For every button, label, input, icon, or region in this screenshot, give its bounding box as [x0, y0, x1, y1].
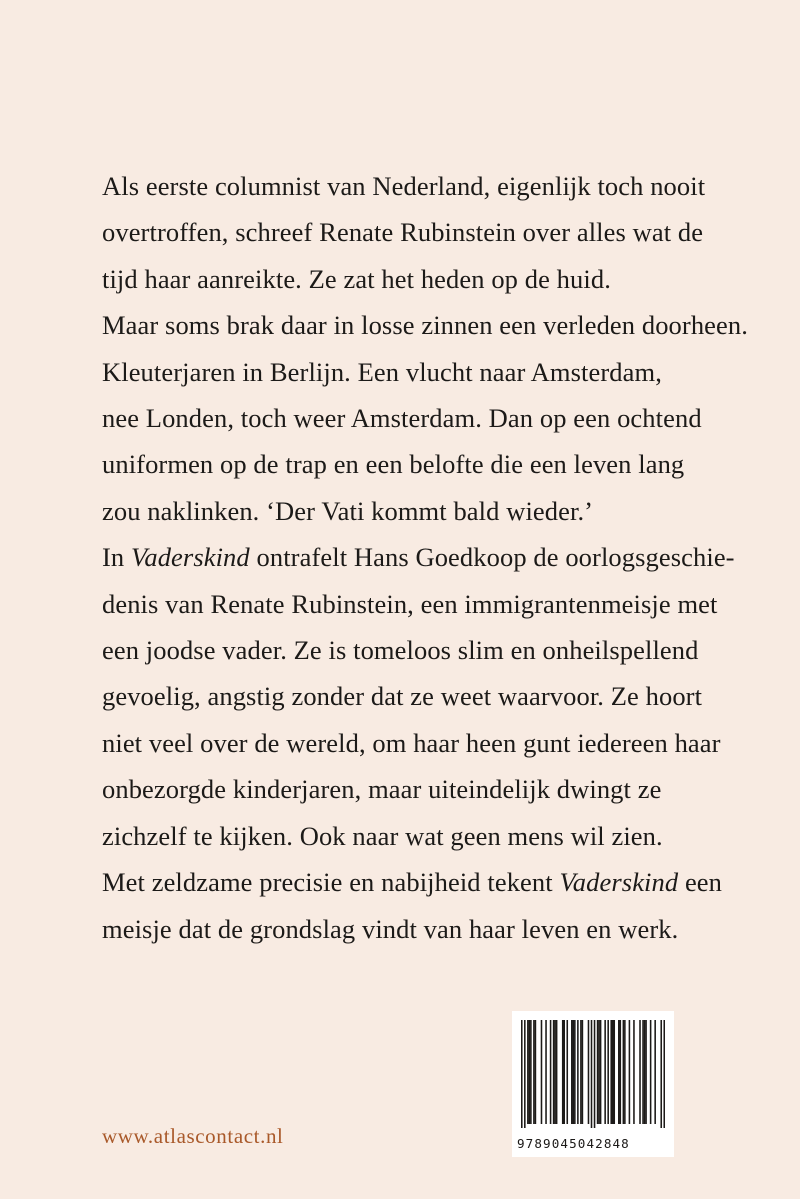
blurb-line: [102, 441, 742, 487]
blurb-line: [102, 627, 742, 673]
barcode-bar: [645, 1020, 647, 1124]
blurb-text: denis van Renate Rubinstein, een immigrantenmeisje met: [102, 588, 718, 619]
barcode-bar: [607, 1020, 609, 1124]
barcode-bar: [600, 1020, 602, 1124]
back-cover-blurb: [102, 163, 748, 952]
barcode-bar: [588, 1020, 590, 1124]
blurb-line: [102, 859, 742, 905]
blurb-text: uniformen op de trap en een belofte die een leven lang: [102, 449, 685, 480]
blurb-text: tijd haar aanreikte. Ze zat het heden op de huid.: [102, 263, 611, 294]
barcode-bar: [550, 1020, 552, 1124]
barcode-bar: [573, 1020, 575, 1124]
blurb-text: Maar soms brak daar in losse zinnen een verleden doorheen.: [102, 310, 748, 341]
barcode-bar: [554, 1020, 556, 1124]
barcode-bar: [620, 1020, 622, 1124]
barcode-bar: [629, 1020, 631, 1124]
publisher-website[interactable]: www.atlascontact.nl: [102, 1124, 284, 1148]
blurb-text: ontrafelt Hans Goedkoop de oorlogsgeschie-: [249, 542, 735, 573]
blurb-line: [102, 488, 742, 534]
barcode-bar: [530, 1020, 532, 1124]
book-title-italic: Vaderskind: [131, 542, 250, 573]
blurb-text: onbezorgde kinderjaren, maar uiteindelijk dwingt ze: [102, 774, 662, 805]
blurb-line: [102, 349, 742, 395]
blurb-text: gevoelig, angstig zonder dat ze weet waarvoor. Ze hoort: [102, 681, 703, 712]
blurb-text: Kleuterjaren in Berlijn. Een vlucht naar Amsterdam,: [102, 356, 662, 387]
isbn-number: 9789045042848: [517, 1136, 630, 1151]
blurb-line: [102, 720, 742, 766]
blurb-line: [102, 302, 748, 348]
blurb-line: [102, 395, 742, 441]
blurb-text: zichzelf te kijken. Ook naar wat geen mens wil zien.: [102, 820, 663, 851]
blurb-line: [102, 256, 742, 302]
barcode-bar: [612, 1020, 614, 1124]
barcode-bar: [663, 1020, 665, 1128]
barcode-bar: [580, 1020, 582, 1124]
barcode-bar: [529, 1020, 531, 1124]
barcode-bar: [623, 1020, 625, 1124]
barcode-bar: [618, 1020, 620, 1124]
barcode-bar: [553, 1020, 555, 1124]
isbn-barcode: [512, 1011, 674, 1157]
blurb-text: In: [102, 542, 131, 573]
barcode-bar: [521, 1020, 523, 1128]
barcode-bar: [571, 1020, 573, 1124]
barcode-bar: [524, 1020, 526, 1128]
book-title-italic: Vaderskind: [559, 867, 679, 898]
blurb-text: overtroffen, schreef Renate Rubinstein over alles wat de: [102, 217, 704, 248]
blurb-line: [102, 766, 742, 812]
barcode-bar: [604, 1020, 606, 1124]
barcode-bar: [654, 1020, 656, 1124]
barcode-bar: [594, 1020, 596, 1128]
barcode-bar: [563, 1020, 565, 1124]
barcode-bar: [541, 1020, 543, 1124]
blurb-line: [102, 163, 742, 209]
barcode-bar: [660, 1020, 662, 1128]
barcode-bar: [639, 1020, 641, 1124]
barcode-bar: [562, 1020, 564, 1124]
barcode-bar: [644, 1020, 646, 1124]
blurb-text: meisje dat de grondslag vindt van haar leven en werk.: [102, 913, 679, 944]
barcode-bar: [577, 1020, 579, 1124]
barcode-bar: [633, 1020, 635, 1124]
barcode-bar: [598, 1020, 600, 1124]
blurb-line: [102, 673, 742, 719]
barcode-bar: [613, 1020, 615, 1124]
blurb-text: een: [678, 867, 723, 898]
barcode-bar: [624, 1020, 626, 1124]
blurb-line: [102, 534, 742, 580]
blurb-text: een joodse vader. Ze is tomeloos slim en onheilspellend: [102, 635, 699, 666]
blurb-line: [102, 906, 742, 952]
barcode-bar: [566, 1020, 568, 1124]
barcode-bar: [556, 1020, 558, 1124]
barcode-bar: [597, 1020, 599, 1124]
barcode-bar: [591, 1020, 593, 1128]
barcode-bar: [642, 1020, 644, 1124]
barcode-bar: [533, 1020, 535, 1124]
barcode-bar: [610, 1020, 612, 1124]
blurb-text: zou naklinken. ‘Der Vati kommt bald wieder.’: [102, 495, 594, 526]
blurb-text: Met zeldzame precisie en nabijheid tekent: [102, 867, 560, 898]
blurb-text: Als eerste columnist van Nederland, eigenlijk toch nooit: [102, 171, 706, 201]
blurb-line: [102, 209, 742, 255]
barcode-bar: [574, 1020, 576, 1124]
barcode-bar: [545, 1020, 547, 1124]
blurb-line: [102, 581, 742, 627]
barcode-bar: [535, 1020, 537, 1124]
blurb-text: nee Londen, toch weer Amsterdam. Dan op een ochtend: [102, 403, 702, 434]
barcode-bar: [527, 1020, 529, 1124]
barcode-bars: [521, 1020, 665, 1128]
barcode-bar: [582, 1020, 584, 1124]
barcode-bar: [650, 1020, 652, 1124]
blurb-text: niet veel over de wereld, om haar heen gunt iedereen haar: [102, 727, 721, 758]
blurb-line: [102, 813, 742, 859]
